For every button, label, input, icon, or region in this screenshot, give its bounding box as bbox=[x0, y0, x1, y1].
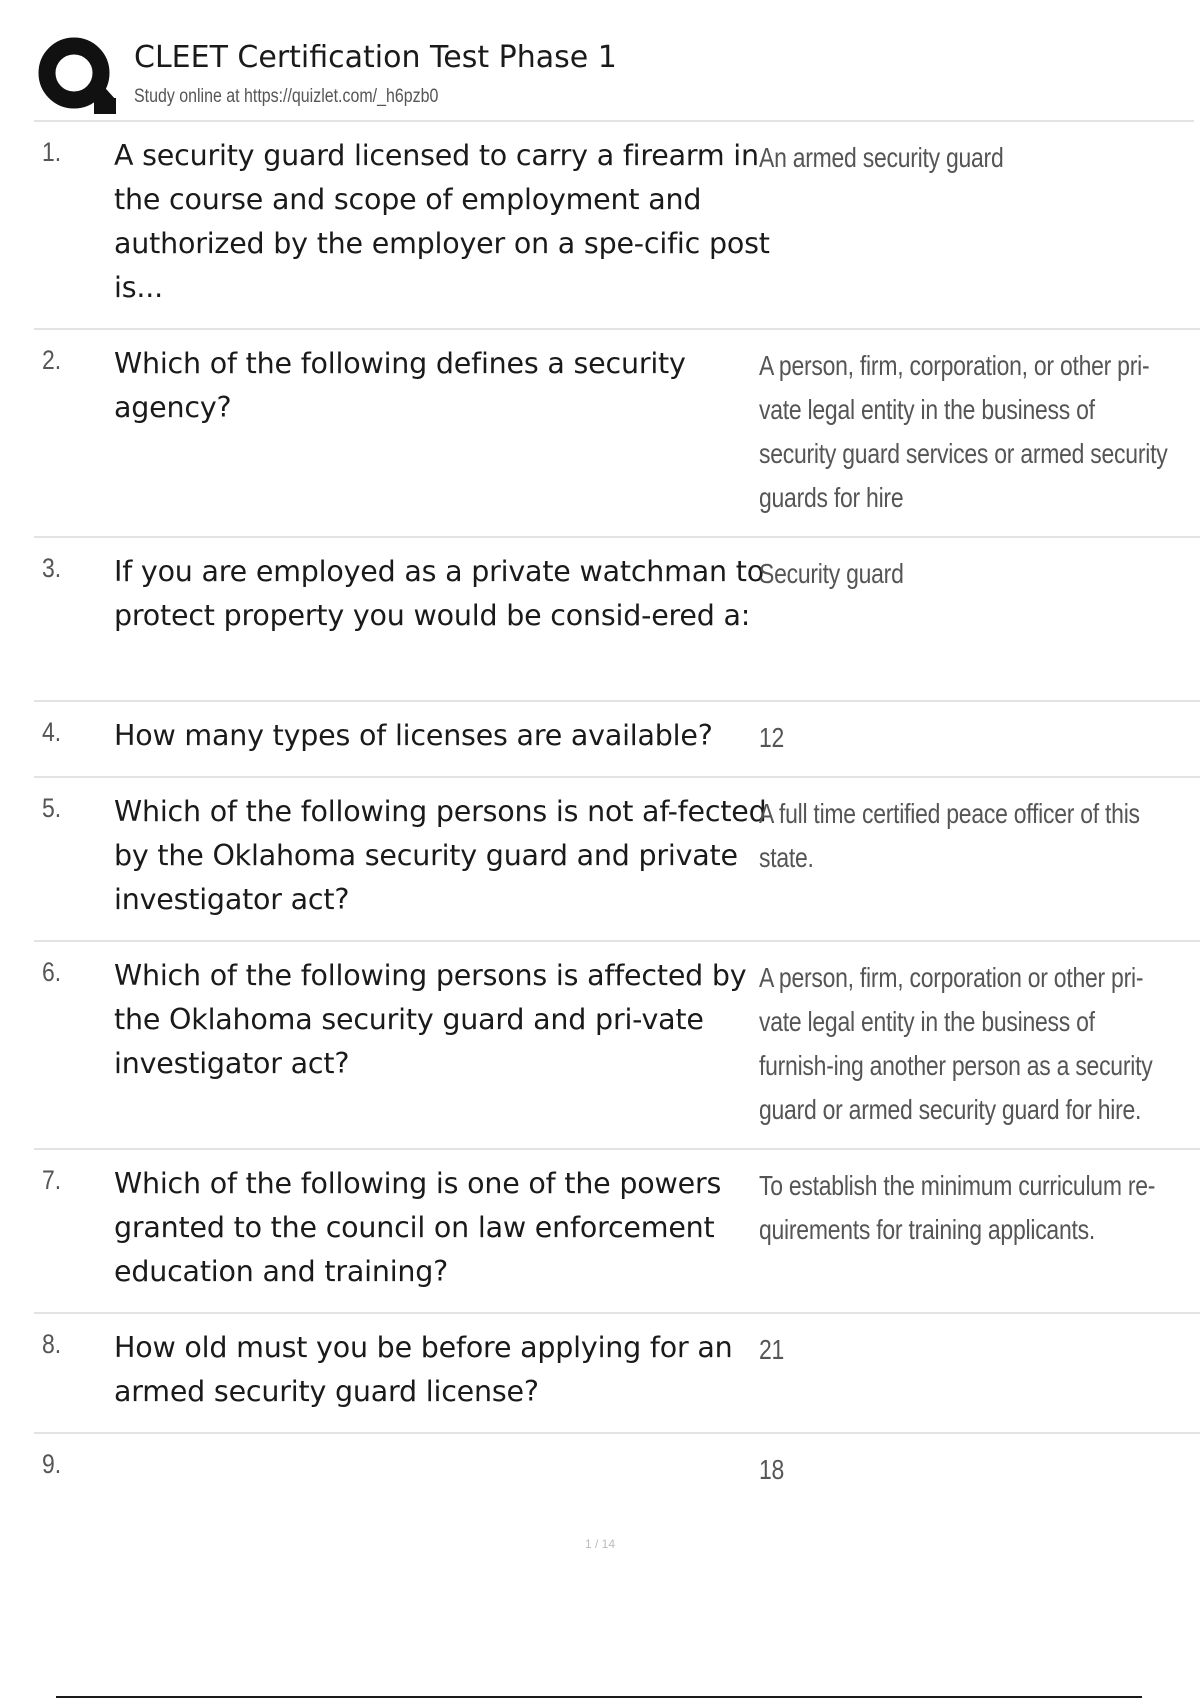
card-definition bbox=[759, 792, 1140, 880]
card-definition bbox=[759, 136, 1136, 180]
page-number: 1 / 14 bbox=[584, 1537, 616, 1551]
card-term: A security guard licensed to carry a firearm in the course and scope of employment and authorized by the employer on a spe-cific post is... bbox=[114, 139, 770, 304]
card-number: 9. bbox=[42, 1449, 62, 1479]
card-definition bbox=[759, 344, 1168, 520]
card-term: Which of the following persons is not af-fected by the Oklahoma security guard and private investigator act? bbox=[114, 795, 767, 916]
flashcard-row bbox=[34, 702, 1200, 778]
flashcard-row bbox=[34, 538, 1200, 702]
card-term: How many types of licenses are available? bbox=[114, 719, 713, 752]
card-definition-text: 18 bbox=[759, 1454, 785, 1485]
study-link-text: Study online at https://quizlet.com/_h6pzb0 bbox=[134, 86, 439, 107]
card-definition bbox=[759, 716, 1136, 760]
card-term: Which of the following persons is affected by the Oklahoma security guard and pri-vate investigator act? bbox=[114, 959, 747, 1080]
card-definition-text: 12 bbox=[759, 722, 785, 753]
card-term: Which of the following is one of the powers granted to the council on law enforcement education and training? bbox=[114, 1167, 722, 1288]
card-number: 5. bbox=[42, 793, 62, 823]
card-number: 2. bbox=[42, 345, 62, 375]
flashcard-row bbox=[34, 1434, 1200, 1514]
flashcard-row bbox=[34, 330, 1200, 538]
card-definition-text: An armed security guard bbox=[759, 142, 1004, 173]
card-definition-text: Security guard bbox=[759, 558, 904, 589]
flashcard-row bbox=[34, 778, 1200, 942]
card-number: 7. bbox=[42, 1165, 62, 1195]
card-definition bbox=[759, 1448, 1136, 1492]
quizlet-logo-icon bbox=[36, 36, 118, 116]
flashcard-row bbox=[34, 1314, 1200, 1434]
card-number: 1. bbox=[42, 137, 62, 167]
flashcard-row bbox=[34, 942, 1200, 1150]
card-definition bbox=[759, 1164, 1156, 1252]
card-definition-text: A person, firm, corporation, or other pri-vate legal entity in the business of security guard services or armed security guards for hire bbox=[759, 350, 1168, 513]
document-header bbox=[34, 36, 1194, 122]
card-number: 8. bbox=[42, 1329, 62, 1359]
flashcard-list bbox=[34, 122, 1200, 1514]
card-definition-text: A full time certified peace officer of this state. bbox=[759, 798, 1140, 873]
flashcard-row bbox=[34, 1150, 1200, 1314]
card-term: How old must you be before applying for an armed security guard license? bbox=[114, 1331, 733, 1408]
card-definition bbox=[759, 1328, 1136, 1372]
card-definition-text: A person, firm, corporation or other pri-vate legal entity in the business of furnish-ing another person as a security guard or armed security guard for hire. bbox=[759, 962, 1153, 1125]
flashcard-row bbox=[34, 122, 1200, 330]
card-definition bbox=[759, 956, 1153, 1132]
card-number: 4. bbox=[42, 717, 62, 747]
card-definition-text: 21 bbox=[759, 1334, 785, 1365]
card-definition bbox=[759, 552, 1136, 596]
bottom-divider bbox=[56, 1696, 1142, 1698]
card-number: 6. bbox=[42, 957, 62, 987]
card-number: 3. bbox=[42, 553, 62, 583]
card-definition-text: To establish the minimum curriculum re-quirements for training applicants. bbox=[759, 1170, 1156, 1245]
card-term: Which of the following defines a security agency? bbox=[114, 347, 686, 424]
card-term: If you are employed as a private watchman to protect property you would be consid-ered a: bbox=[114, 555, 764, 632]
page-title: CLEET Certification Test Phase 1 bbox=[134, 40, 617, 75]
